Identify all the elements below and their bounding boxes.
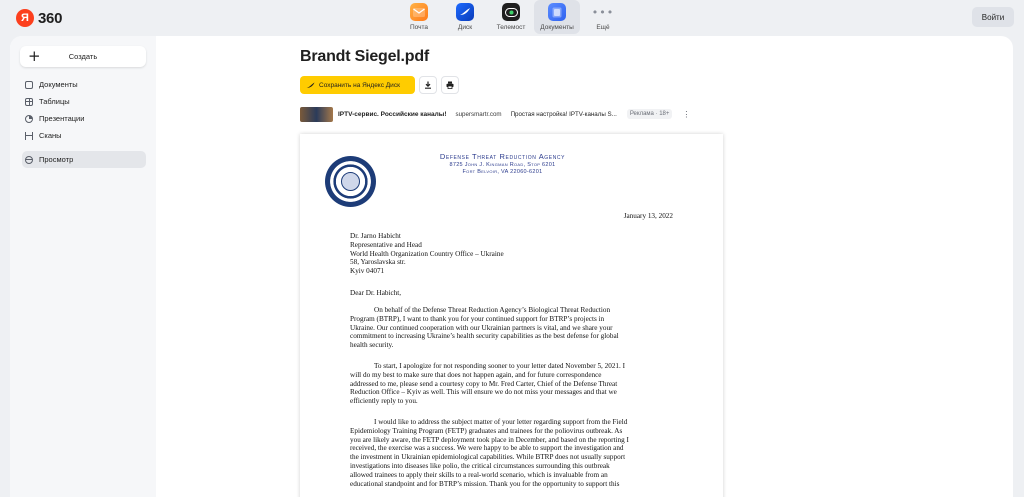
sidebar-item-view[interactable] — [22, 151, 146, 168]
sidebar-item-label: Просмотр — [39, 155, 74, 164]
app-more-label: Ещё — [596, 24, 610, 31]
yandex-logo-icon: Я — [16, 9, 34, 27]
recipient-line: World Health Organization Country Office – Ukraine — [350, 249, 504, 258]
text-line: Reduction Office – Kyiv as well. This will ensure we do not miss your messages and that we — [350, 388, 617, 397]
disk-icon — [306, 82, 315, 89]
text-line: educational standpoint and for BTRP’s mission. Thank you for the opportunity to support this — [350, 479, 620, 488]
ad-title[interactable]: IPTV-сервис. Российские каналы! — [338, 110, 447, 118]
globe-icon — [25, 156, 33, 164]
print-button[interactable] — [441, 76, 459, 94]
table-icon — [25, 98, 33, 106]
agency-address-line: 8725 John J. Kingman Road, Stop 6201 — [449, 162, 556, 168]
app-disk-label: Диск — [457, 24, 473, 31]
save-button-label: Сохранить на Яндекс Диск — [319, 81, 400, 89]
app-more[interactable] — [580, 0, 626, 34]
text-line: Program (BTRP), I want to thank you for your continued support for BTRP’s projects in — [350, 314, 605, 323]
ad-badge: Реклама · 18+ — [627, 109, 673, 119]
logo-360-text: 360 — [38, 9, 63, 27]
text-line: To start, I apologize for not responding sooner to your letter dated November 5, 2021. I — [374, 362, 625, 370]
dtra-seal-icon — [325, 156, 376, 207]
save-to-disk-button[interactable] — [300, 76, 415, 94]
text-line: health security. — [350, 341, 394, 350]
pdf-page — [300, 134, 723, 497]
recipient-line: 58, Yaroslavska str. — [350, 258, 406, 267]
nav-separator — [22, 144, 146, 151]
sidebar-item-label: Презентации — [39, 114, 85, 123]
sidebar-item-scans[interactable] — [22, 127, 146, 144]
agency-address-line: Fort Belvoir, VA 22060-6201 — [462, 169, 543, 175]
recipient-line: Dr. Jarno Habicht — [350, 232, 401, 240]
sidebar-nav — [22, 76, 146, 168]
app-switcher — [396, 0, 626, 36]
documents-icon — [548, 3, 566, 21]
top-bar — [0, 0, 1024, 36]
telemost-icon — [502, 3, 520, 21]
paragraph-1 — [350, 306, 674, 350]
mail-icon — [410, 3, 428, 21]
sidebar-item-label: Документы — [39, 80, 78, 89]
app-documents[interactable] — [534, 0, 580, 34]
salutation: Dear Dr. Habicht, — [350, 289, 402, 297]
text-line: received, the exercise was a success. We were happy to be able to support the investigation and — [350, 444, 624, 453]
seal-eagle-icon — [341, 172, 360, 191]
agency-name: Defense Threat Reduction Agency — [439, 152, 566, 161]
plus-icon: + — [28, 47, 41, 65]
more-vertical-icon[interactable]: ⋮ — [682, 109, 690, 119]
text-line: efficiently reply to you. — [350, 397, 418, 406]
text-line: will do my best to make sure that does not happen again, and for future correspondence — [350, 370, 602, 379]
letter-date: January 13, 2022 — [623, 212, 673, 220]
sidebar-item-label: Сканы — [39, 131, 62, 140]
sidebar-item-presentations[interactable] — [22, 110, 146, 127]
text-line: On behalf of the Defense Threat Reduction Agency’s Biological Threat Reduction — [374, 306, 611, 314]
ad-thumbnail[interactable] — [300, 107, 333, 122]
paragraph-2 — [350, 362, 674, 406]
app-mail[interactable] — [396, 0, 442, 34]
ad-domain[interactable]: supersmartr.com — [455, 110, 502, 118]
app-disk[interactable] — [442, 0, 488, 34]
text-line: addressed to me, please send a courtesy copy to Mr. Fred Carter, Chief of the Defense Threat — [350, 379, 618, 388]
sidebar-item-tables[interactable] — [22, 93, 146, 110]
paragraph-3 — [350, 418, 674, 488]
sidebar-item-documents[interactable] — [22, 76, 146, 93]
text-line: the investment in Ukrainian epidemiological capabilities. While BTRP does not usually support — [350, 453, 626, 462]
scan-icon — [25, 132, 33, 140]
ad-banner[interactable] — [300, 106, 722, 122]
more-icon: ••• — [591, 5, 615, 19]
recipient-line: Kyiv 04071 — [350, 267, 385, 276]
app-mail-label: Почта — [409, 24, 429, 31]
main-panel — [10, 36, 1013, 497]
recipient-line: Representative and Head — [350, 240, 422, 249]
download-button[interactable] — [419, 76, 437, 94]
presentation-icon — [25, 115, 33, 123]
text-line: you are likely aware, the FETP deployment took place in December, and based on the reporting I — [350, 435, 629, 444]
text-line: I would like to address the subject matter of your letter regarding support from the Field — [374, 418, 628, 426]
app-documents-label: Документы — [540, 24, 574, 31]
document-title: Brandt Siegel.pdf — [300, 48, 430, 65]
document-toolbar — [300, 76, 459, 94]
text-line: Ukraine. Our continued cooperation with our Ukrainian partners is vital, and we share your — [350, 323, 613, 332]
text-line: investigations into diseases like polio, the critical circumstances surrounding this outbreak — [350, 461, 610, 470]
disk-icon — [456, 3, 474, 21]
letterhead — [400, 152, 605, 175]
recipient-block — [350, 232, 504, 276]
text-line: commitment to increasing Ukraine’s health security capabilities as the best defense for global — [350, 332, 619, 341]
document-icon — [25, 81, 33, 89]
app-telemost[interactable] — [488, 0, 534, 34]
text-line: allowed trainees to apply their skills to a real-world scenario, which is invaluable from an — [350, 470, 608, 479]
create-button[interactable] — [20, 46, 146, 67]
sidebar — [10, 36, 156, 497]
print-icon — [446, 81, 454, 89]
ad-text[interactable]: Простая настройка! IPTV-каналы S... — [510, 110, 617, 118]
app-telemost-label: Телемост — [496, 24, 526, 31]
download-icon — [424, 81, 432, 89]
text-line: Epidemiology Training Program (FETP) graduates and trainees for the poliovirus outbreak. As — [350, 426, 623, 435]
yandex-360-logo[interactable] — [16, 9, 62, 27]
login-button[interactable]: Войти — [972, 7, 1014, 27]
sidebar-item-label: Таблицы — [39, 97, 70, 106]
create-button-label: Создать — [68, 52, 98, 61]
